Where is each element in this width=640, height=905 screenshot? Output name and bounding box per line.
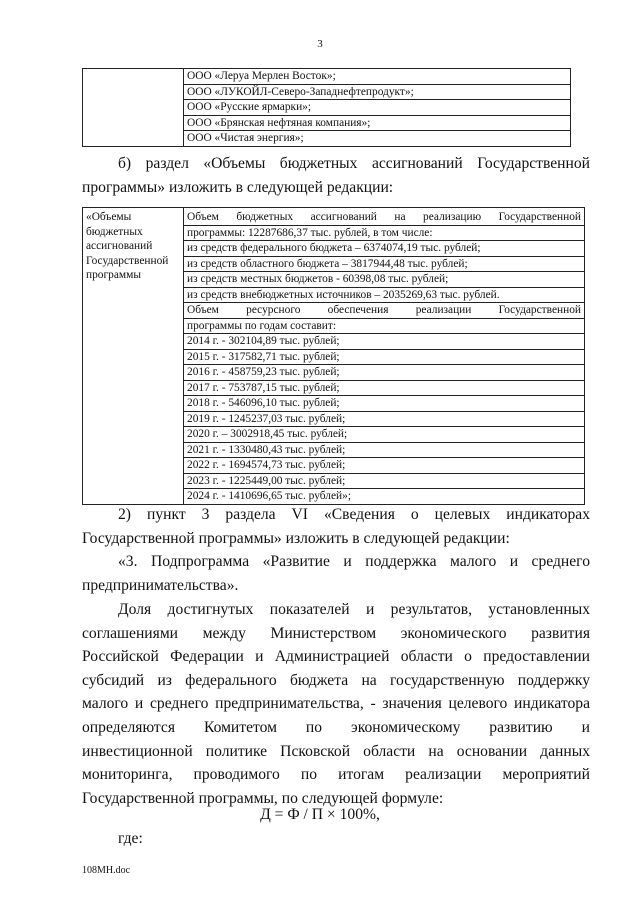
formula: Д = Ф / П × 100%, xyxy=(260,806,380,823)
paragraph-b xyxy=(82,152,590,199)
organisation-line: ООО «Русские ярмарки»; xyxy=(184,99,570,115)
paragraph-line: определяются Комитетом по экономическому развитию и xyxy=(82,718,590,736)
paragraph-line: соглашениями между Министерством экономического развития xyxy=(82,624,590,642)
paragraph-line: мониторинга, проводимого по итогам реализации мероприятий xyxy=(82,766,590,784)
budget-year-line: 2016 г. - 458759,23 тыс. рублей; xyxy=(184,364,584,380)
paragraph-line: Государственной программы» изложить в следующей редакции: xyxy=(82,529,510,547)
budget-year-line: 2020 г. – 3002918,45 тыс. рублей; xyxy=(184,426,584,442)
paragraph-main xyxy=(82,598,590,810)
page-number: 3 xyxy=(317,38,323,50)
organisations-table-empty-cell xyxy=(83,69,184,147)
organisation-line: ООО «Чистая энергия»; xyxy=(184,130,570,146)
paragraph-line: Государственной программы, по следующей формуле: xyxy=(82,789,444,807)
budget-year-line: 2018 г. - 546096,10 тыс. рублей; xyxy=(184,395,584,411)
budget-line: из средств внебюджетных источников – 2035269,63 тыс. рублей. xyxy=(184,287,584,303)
budget-table-heading-cell xyxy=(83,208,184,505)
paragraph-3 xyxy=(82,550,590,597)
budget-line: из средств областного бюджета – 3817944,48 тыс. рублей; xyxy=(184,256,584,272)
budget-line: Объем бюджетных ассигнований на реализацию Государственной xyxy=(187,211,581,223)
budget-year-line: 2014 г. - 302104,89 тыс. рублей; xyxy=(184,333,584,349)
budget-heading-line: программы xyxy=(86,269,141,281)
budget-year-line: 2017 г. - 753787,15 тыс. рублей; xyxy=(184,380,584,396)
organisation-line: ООО «Леруа Мерлен Восток»; xyxy=(187,70,336,82)
budget-heading-line: Государственной xyxy=(86,254,169,267)
paragraph-line: субсидий из федерального бюджета на государственную поддержку xyxy=(82,671,590,689)
footer-filename: 108МН.doc xyxy=(82,865,131,876)
budget-heading-line: ассигнований xyxy=(86,240,153,252)
organisation-line: ООО «Брянская нефтяная компания»; xyxy=(184,115,570,131)
paragraph-line: Доля достигнутых показателей и результатов, установленных xyxy=(118,601,590,618)
budget-year-line: 2024 г. - 1410696,65 тыс. рублей»; xyxy=(184,488,584,504)
organisations-table-list-cell xyxy=(184,69,571,147)
paragraph-line: инвестиционной политике Псковской области на основании данных xyxy=(82,742,590,760)
paragraph-line: «3. Подпрограмма «Развитие и поддержка малого и среднего xyxy=(118,553,590,570)
budget-line: Объем ресурсного обеспечения реализации Государственной xyxy=(184,302,584,318)
paragraph-line: 2) пункт 3 раздела VI «Сведения о целевых индикаторах xyxy=(118,506,590,523)
organisation-line: ООО «ЛУКОЙЛ-Северо-Западнефтепродукт»; xyxy=(184,84,570,100)
budget-year-line: 2021 г. - 1330480,43 тыс. рублей; xyxy=(184,442,584,458)
budget-line: программы: 12287686,37 тыс. рублей, в том числе: xyxy=(184,225,584,241)
paragraph-line: программы» изложить в следующей редакции: xyxy=(82,178,394,196)
paragraph-line: малого и среднего предпринимательства, - значения целевого индикатора xyxy=(82,695,590,713)
paragraph-line: предпринимательства». xyxy=(82,576,239,594)
budget-table xyxy=(82,207,585,505)
budget-heading-line: бюджетных xyxy=(86,225,143,238)
paragraph-line: Российской Федерации и Администрацией области о предоставлении xyxy=(82,648,590,666)
budget-line: из средств местных бюджетов - 60398,08 тыс. рублей; xyxy=(184,271,584,287)
paragraph-line: б) раздел «Объемы бюджетных ассигнований Государственной xyxy=(118,155,590,172)
where-label: где: xyxy=(118,830,143,847)
budget-line: программы по годам составит: xyxy=(184,318,584,334)
budget-table-values-cell xyxy=(184,208,585,505)
budget-line: из средств федерального бюджета – 6374074,19 тыс. рублей; xyxy=(184,240,584,256)
budget-year-line: 2022 г. - 1694574,73 тыс. рублей; xyxy=(184,457,584,473)
paragraph-2 xyxy=(82,503,590,550)
budget-year-line: 2023 г. - 1225449,00 тыс. рублей; xyxy=(184,473,584,489)
budget-heading-line: «Объемы xyxy=(86,211,132,223)
budget-year-line: 2015 г. - 317582,71 тыс. рублей; xyxy=(184,349,584,365)
organisations-table xyxy=(82,68,571,147)
budget-year-line: 2019 г. - 1245237,03 тыс. рублей; xyxy=(184,411,584,427)
